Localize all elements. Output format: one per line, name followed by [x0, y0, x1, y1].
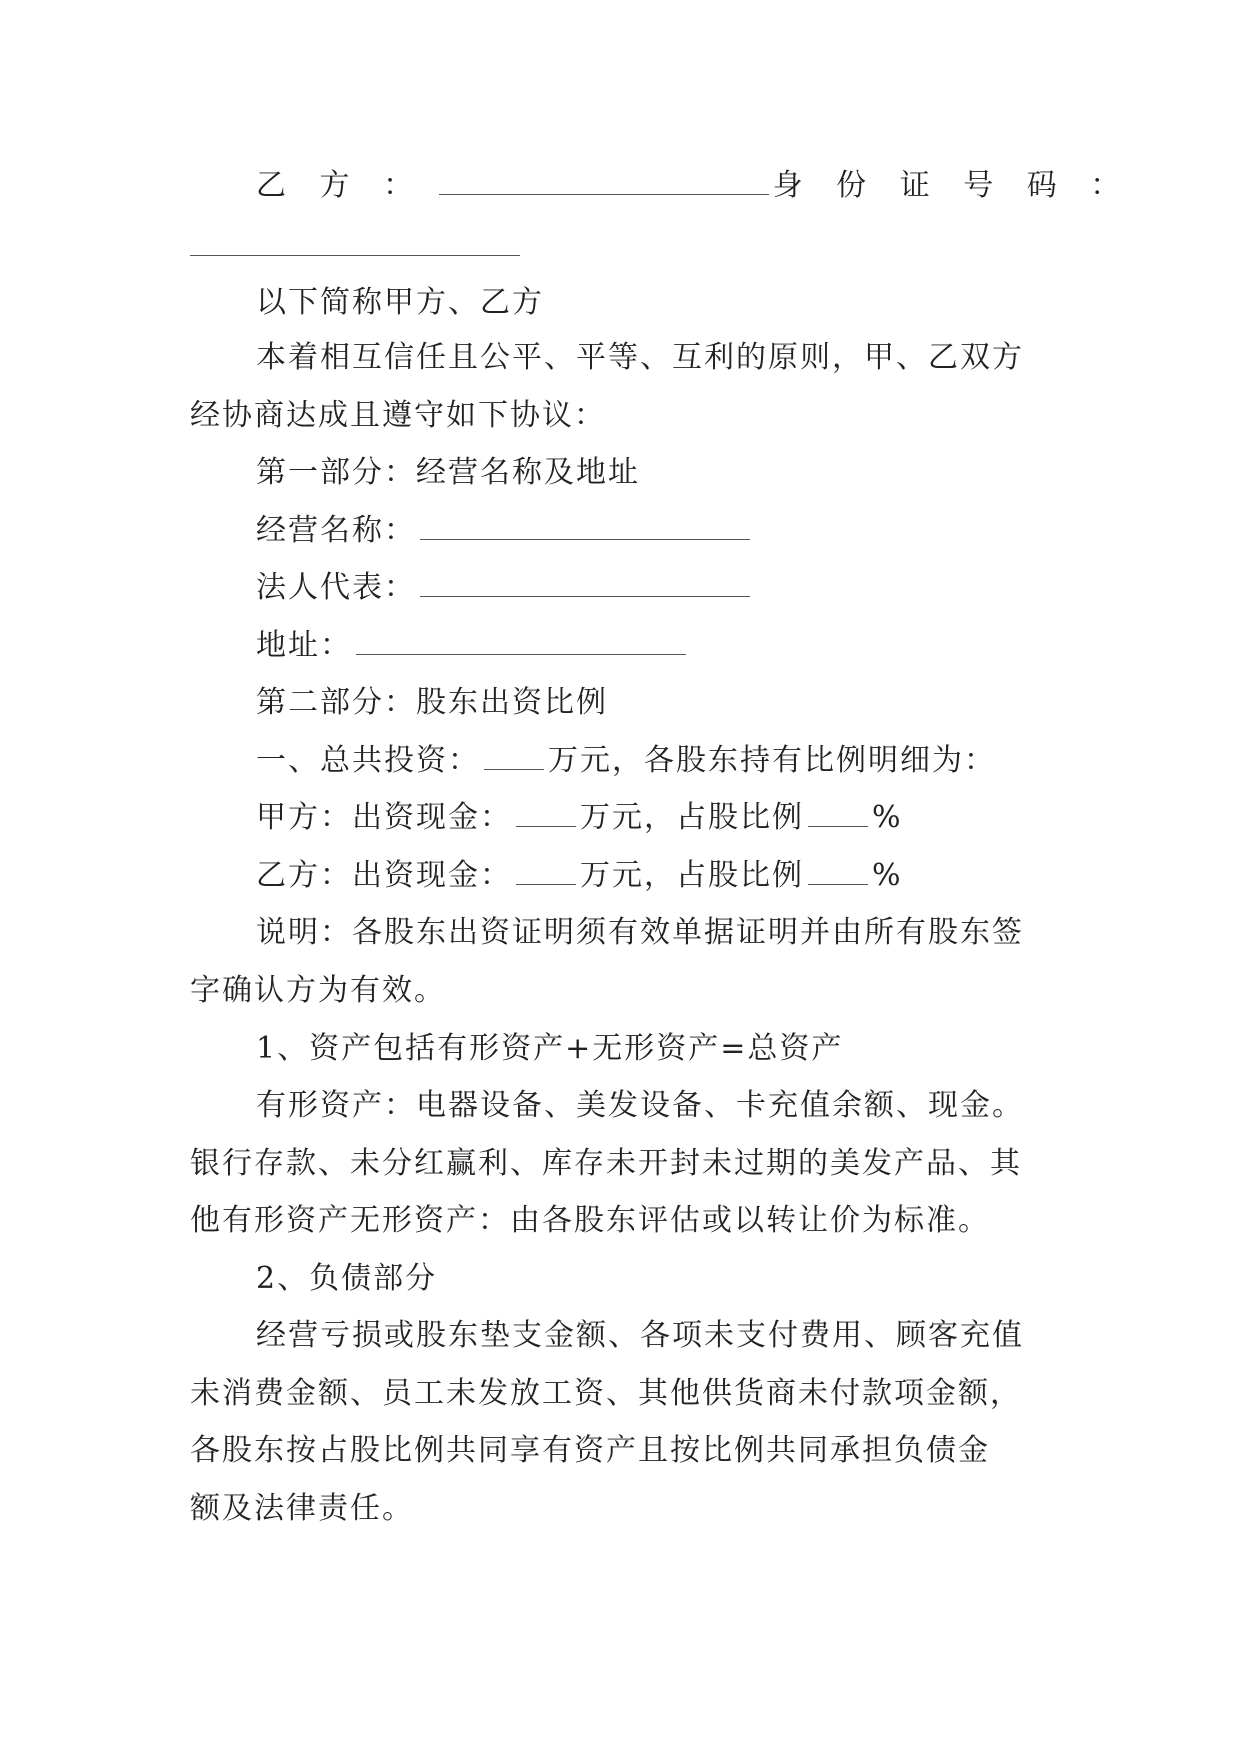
business-name-row: [256, 511, 754, 551]
party-b-name-blank: [439, 168, 769, 195]
assets-title: 1、资产包括有形资产+无形资产=总资产: [256, 1031, 844, 1066]
party-a-suffix: %: [872, 800, 903, 835]
party-b-invest-row: [256, 856, 903, 896]
party-b-header-row: [190, 166, 1133, 206]
total-invest-blank: [484, 743, 544, 770]
party-a-amount-blank: [516, 800, 576, 827]
business-name-blank: [420, 513, 750, 540]
note-line-1: 说明：各股东出资证明须有效单据证明并由所有股东签: [256, 915, 1024, 950]
debt-line-3: 各股东按占股比例共同享有资产且按比例共同承担负债金: [190, 1433, 990, 1468]
address-label: 地址：: [256, 628, 352, 663]
address-blank: [356, 628, 686, 655]
legal-rep-blank: [420, 570, 750, 597]
debt-line-2: 未消费金额、员工未发放工资、其他供货商未付款项金额，: [190, 1376, 1022, 1411]
id-number-label: 身 份 证 号 码 ：: [772, 168, 1133, 203]
party-a-prefix: 甲方：出资现金：: [256, 800, 512, 835]
legal-rep-row: [256, 568, 754, 608]
party-b-suffix: %: [872, 858, 903, 893]
part1-title: 第一部分：经营名称及地址: [256, 455, 640, 490]
party-a-mid: 万元，占股比例: [580, 800, 804, 835]
debt-title: 2、负债部分: [256, 1261, 438, 1296]
party-b-mid: 万元，占股比例: [580, 858, 804, 893]
legal-rep-label: 法人代表：: [256, 570, 416, 605]
debt-line-1: 经营亏损或股东垫支金额、各项未支付费用、顾客充值: [256, 1318, 1024, 1353]
total-invest-row: [256, 741, 996, 781]
tangible-line-1: 有形资产：电器设备、美发设备、卡充值余额、现金。: [256, 1088, 1024, 1123]
party-b-label: 乙 方 ：: [256, 168, 426, 203]
debt-line-4: 额及法律责任。: [190, 1491, 414, 1526]
business-name-label: 经营名称：: [256, 513, 416, 548]
party-b-amount-blank: [516, 858, 576, 885]
party-a-percent-blank: [808, 800, 868, 827]
part2-title: 第二部分：股东出资比例: [256, 685, 608, 720]
abbrev-line: 以下简称甲方、乙方: [256, 285, 544, 320]
tangible-line-2: 银行存款、未分红赢利、库存未开封未过期的美发产品、其: [190, 1146, 1022, 1181]
party-b-percent-blank: [808, 858, 868, 885]
id-number-blank: [190, 255, 520, 256]
party-a-invest-row: [256, 798, 903, 838]
total-invest-suffix: 万元，各股东持有比例明细为：: [548, 743, 996, 778]
party-b-prefix: 乙方：出资现金：: [256, 858, 512, 893]
address-row: [256, 626, 690, 666]
total-invest-prefix: 一、总共投资：: [256, 743, 480, 778]
principle-line-1: 本着相互信任且公平、平等、互利的原则，甲、乙双方: [256, 340, 1024, 375]
principle-line-2: 经协商达成且遵守如下协议：: [190, 398, 606, 433]
tangible-line-3: 他有形资产无形资产：由各股东评估或以转让价为标准。: [190, 1203, 990, 1238]
note-line-2: 字确认方为有效。: [190, 973, 446, 1008]
